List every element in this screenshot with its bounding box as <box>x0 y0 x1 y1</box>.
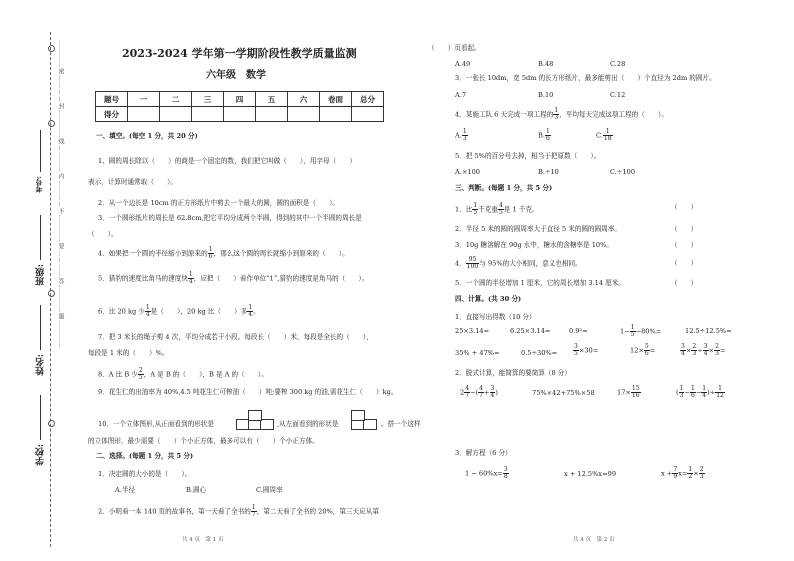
number-label: 考号: <box>34 176 43 193</box>
option-c[interactable]: C.圆周率 <box>256 486 283 494</box>
calc-item: 1− $\frac{1}{5}$ −80%= <box>620 324 662 338</box>
score-header-cell: 卷面 <box>320 92 352 107</box>
calc-expression: 75%×42+75%×58 <box>532 389 595 397</box>
option-c[interactable]: C.28 <box>610 60 626 68</box>
answer-paren[interactable]: （ ） <box>671 203 698 211</box>
score-header-cell: 一 <box>128 92 160 107</box>
school-label: 学校: <box>36 444 46 466</box>
calc-item: 0.9²= <box>569 327 588 335</box>
question-text: 7．把 3 米长的绳子剪 4 次，平均分成若干小段。每段长（ ）米，每段是全长的（ ）， <box>98 333 373 341</box>
score-header-cell: 总分 <box>352 92 384 107</box>
equation: x + $\frac{7}{9}$ x= $\frac{1}{2}$ × $\frac{2}{3}$ <box>661 466 704 480</box>
question-text: ,从左面看到的形状是 <box>277 420 339 428</box>
question-text: 的立体图形，最少需要（ ）个小正方体，最多可以有（ ）个小正方体。 <box>88 437 319 445</box>
front-view-figure <box>236 409 276 429</box>
calc-item: $\frac{3}{4}$ × $\frac{2}{3}$ ÷ $\frac{3}{4}$ × $\frac{2}{3}$ = <box>681 343 726 357</box>
section-3-title: 三、判断。(每题 1 分，共 5 分) <box>455 184 553 192</box>
seal-line-note: …………密…………封…………线…………内…………不…………要…………答…………题………… <box>57 40 64 348</box>
score-header-cell: 四 <box>224 92 256 107</box>
number-field[interactable] <box>40 130 41 172</box>
question-text: 5．一个圆的半径增加 1 厘米，它的周长增加 3.14 厘米。 <box>455 279 625 287</box>
calc-item: 6.25×3.14= <box>510 327 551 335</box>
fraction: $\frac{1}{6}$ <box>208 246 213 260</box>
option-c[interactable]: C. $\frac{1}{18}$ <box>596 128 612 142</box>
score-cell[interactable] <box>160 107 192 122</box>
score-row-label: 得分 <box>96 107 128 122</box>
question-text: 2．半径 5 米的圆的圆周率大于直径 5 米的圆的圆周率。 <box>455 225 622 233</box>
school-field[interactable] <box>40 395 41 440</box>
answer-paren[interactable]: （ ） <box>671 259 698 267</box>
question-text: 2．从一个边长是 10cm 的正方形纸片中剪去一个最大的圆，圆的面积是（ ）。 <box>98 199 340 207</box>
binding-hole <box>48 45 55 52</box>
score-table <box>95 91 384 122</box>
fraction: $\frac{1}{3}$ <box>554 107 559 121</box>
calc-item: 35% + 47%= <box>455 349 500 357</box>
page-footer-right: 共 4 页 第 2 页 <box>573 537 615 543</box>
section-1-title: 一、填空。(每空 1 分，共 20 分) <box>96 132 198 140</box>
score-cell[interactable] <box>224 107 256 122</box>
question-row: 4．某施工队 6 天完成一项工程的 $\frac{1}{3}$ ，平均每天完成这项工程的（ ）。 <box>455 107 668 121</box>
score-header-cell: 六 <box>288 92 320 107</box>
page-footer-left: 共 4 页 第 1 页 <box>182 537 224 543</box>
score-cell[interactable] <box>320 107 352 122</box>
option-a[interactable]: A.半径 <box>115 486 136 494</box>
option-a[interactable]: A. $\frac{1}{3}$ <box>455 128 467 142</box>
question-text: 每段是 1 米的（ ）%。 <box>88 349 169 357</box>
calc-item: $\frac{3}{5}$ ×30= <box>574 343 599 357</box>
page-title: 2023-2024 学年第一学期阶段性教学质量监测 <box>122 47 357 60</box>
option-b[interactable]: B.÷10 <box>538 168 559 176</box>
score-header-cell: 题号 <box>96 92 128 107</box>
option-b[interactable]: B.圆心 <box>186 486 207 494</box>
score-header-cell: 三 <box>192 92 224 107</box>
name-label: 姓名: <box>36 354 46 376</box>
score-cell[interactable] <box>352 107 384 122</box>
question-text: 1．决定圆的大小的是（ ）。 <box>98 470 192 478</box>
question-text: （ ）页看起。 <box>428 44 481 52</box>
answer-paren[interactable]: （ ） <box>671 225 698 233</box>
calc-item: 12.5÷12.5%= <box>685 327 732 335</box>
sub-title: 3．解方程（6 分） <box>455 449 512 457</box>
page-subtitle: 六年级 数学 <box>206 70 266 81</box>
question-row: 5．猎豹的速度比角马的速度快 $\frac{1}{4}$ ，应把（ ）看作单位“1”,猎豹的速度是角马的（ ）。 <box>98 271 369 285</box>
question-text: 1、圆的周长除以（ ）的商是一个固定的数，我们把它叫做（ ），用字母（ ） <box>98 157 357 165</box>
option-b[interactable]: B. $\frac{1}{6}$ <box>538 128 550 142</box>
answer-paren[interactable]: （ ） <box>671 241 698 249</box>
section-2-title: 二、选择。(每题 1 分，共 5 分) <box>96 452 194 460</box>
score-header-cell: 二 <box>160 92 192 107</box>
question-text: 表示，计算时通常取（ ）。 <box>88 178 178 186</box>
question-row: 8．A 比 B 少 $\frac{2}{5}$ ，A 是 B 的（ ），B 是 A 的（ ）。 <box>98 367 268 381</box>
question-text: 3．10g 糖溶解在 90g 水中，糖水的含糖率是 10%。 <box>455 241 613 249</box>
calc-expression: 17× $\frac{15}{16}$ <box>617 385 640 399</box>
option-b[interactable]: B.10 <box>538 91 554 99</box>
answer-paren[interactable]: （ ） <box>671 279 698 287</box>
fraction: $\frac{1}{7}$ <box>251 504 256 518</box>
sub-title: 1．直接写出得数（10 分） <box>455 313 536 321</box>
option-a[interactable]: A.×100 <box>455 168 480 176</box>
question-text: 3．一张长 10dm，宽 5dm 的长方形纸片，最多能剪出（ ）个直径为 2dm 的圆片。 <box>455 74 716 82</box>
fraction: $\frac{1}{4}$ <box>188 271 193 285</box>
fraction: $\frac{1}{4}$ <box>145 304 150 318</box>
section-4-title: 四、计算。(共 30 分) <box>455 295 522 303</box>
option-a[interactable]: A.49 <box>455 60 471 68</box>
calc-item: 0.5÷30%= <box>521 349 558 357</box>
question-row: 2．小明看一本 140 页的故事书，第一天看了全书的 $\frac{1}{7}$ ，第二天看了全书的 20%，第三天应从第 <box>98 504 379 518</box>
equation: 1 − 60%x= $\frac{3}{8}$ <box>465 466 508 480</box>
fraction: $\frac{1}{4}$ <box>248 304 253 318</box>
question-text: 5．把 5%的百分号去掉，相当于把原数（ ）。 <box>455 152 601 160</box>
judge-row: 1．比 $\frac{1}{5}$ 千克重 $\frac{4}{5}$ 是 1 千克。 <box>455 202 539 216</box>
question-text: 。搭一个这样 <box>381 420 421 428</box>
calc-item: 25×3.14= <box>455 327 490 335</box>
question-text: （ ）。 <box>88 230 118 238</box>
binding-hole <box>48 120 55 127</box>
sub-title: 2．脱式计算，能简算的要简算（8 分） <box>455 369 571 377</box>
option-c[interactable]: C.÷100 <box>610 168 636 176</box>
name-field[interactable] <box>40 305 41 350</box>
equation: x + 12.5%x=99 <box>564 470 617 478</box>
question-row: 4．如果把一个圆的半径缩小到原来的 $\frac{1}{6}$ ，那么这个圆的周长就缩小到原来的（ ）。 <box>98 246 349 260</box>
left-view-figure <box>351 409 381 429</box>
score-cell[interactable] <box>256 107 288 122</box>
calc-expression: ( $\frac{1}{3}$ − $\frac{1}{6}$ − $\frac{1}{4}$ )÷ $\frac{1}{12}$ <box>676 385 724 399</box>
option-b[interactable]: B.48 <box>538 60 554 68</box>
fraction: $\frac{2}{5}$ <box>138 367 143 381</box>
class-field[interactable] <box>40 215 41 260</box>
binding-hole <box>48 420 55 427</box>
binding-hole <box>48 290 55 297</box>
score-header-cell: 五 <box>256 92 288 107</box>
score-cell[interactable] <box>288 107 320 122</box>
question-row: 6．比 20 kg 少 $\frac{1}{4}$ 是（ ），20 kg 比（ ）多 $\frac{1}{4}$ 。 <box>98 304 260 318</box>
score-cell[interactable] <box>128 107 160 122</box>
option-c[interactable]: C.12 <box>610 91 626 99</box>
score-cell[interactable] <box>192 107 224 122</box>
calc-item: 12× $\frac{5}{6}$ = <box>630 343 656 357</box>
option-a[interactable]: A.7 <box>455 91 467 99</box>
question-text: 10．一个立体图形,从正面看到的形状是 <box>98 420 214 428</box>
calc-expression: 2 $\frac{4}{7}$ −( $\frac{4}{7}$ + $\frac{3}{4}$ ) <box>460 385 498 399</box>
question-text: 3．一个圆形纸片的周长是 62.8cm,把它平均分成两个半圆，得到的其中一个半圆的周长是 <box>98 214 362 222</box>
judge-row: 4． $\frac{95}{100}$ 与 95%的大小相同，意义也相同。 <box>455 256 582 270</box>
class-label: 班级: <box>36 264 46 286</box>
question-text: 9．花生仁的出油率为 40%,4.5 吨花生仁可榨油（ ）吨;要榨 300 kg 的油,需花生仁（ ）kg。 <box>98 388 398 396</box>
